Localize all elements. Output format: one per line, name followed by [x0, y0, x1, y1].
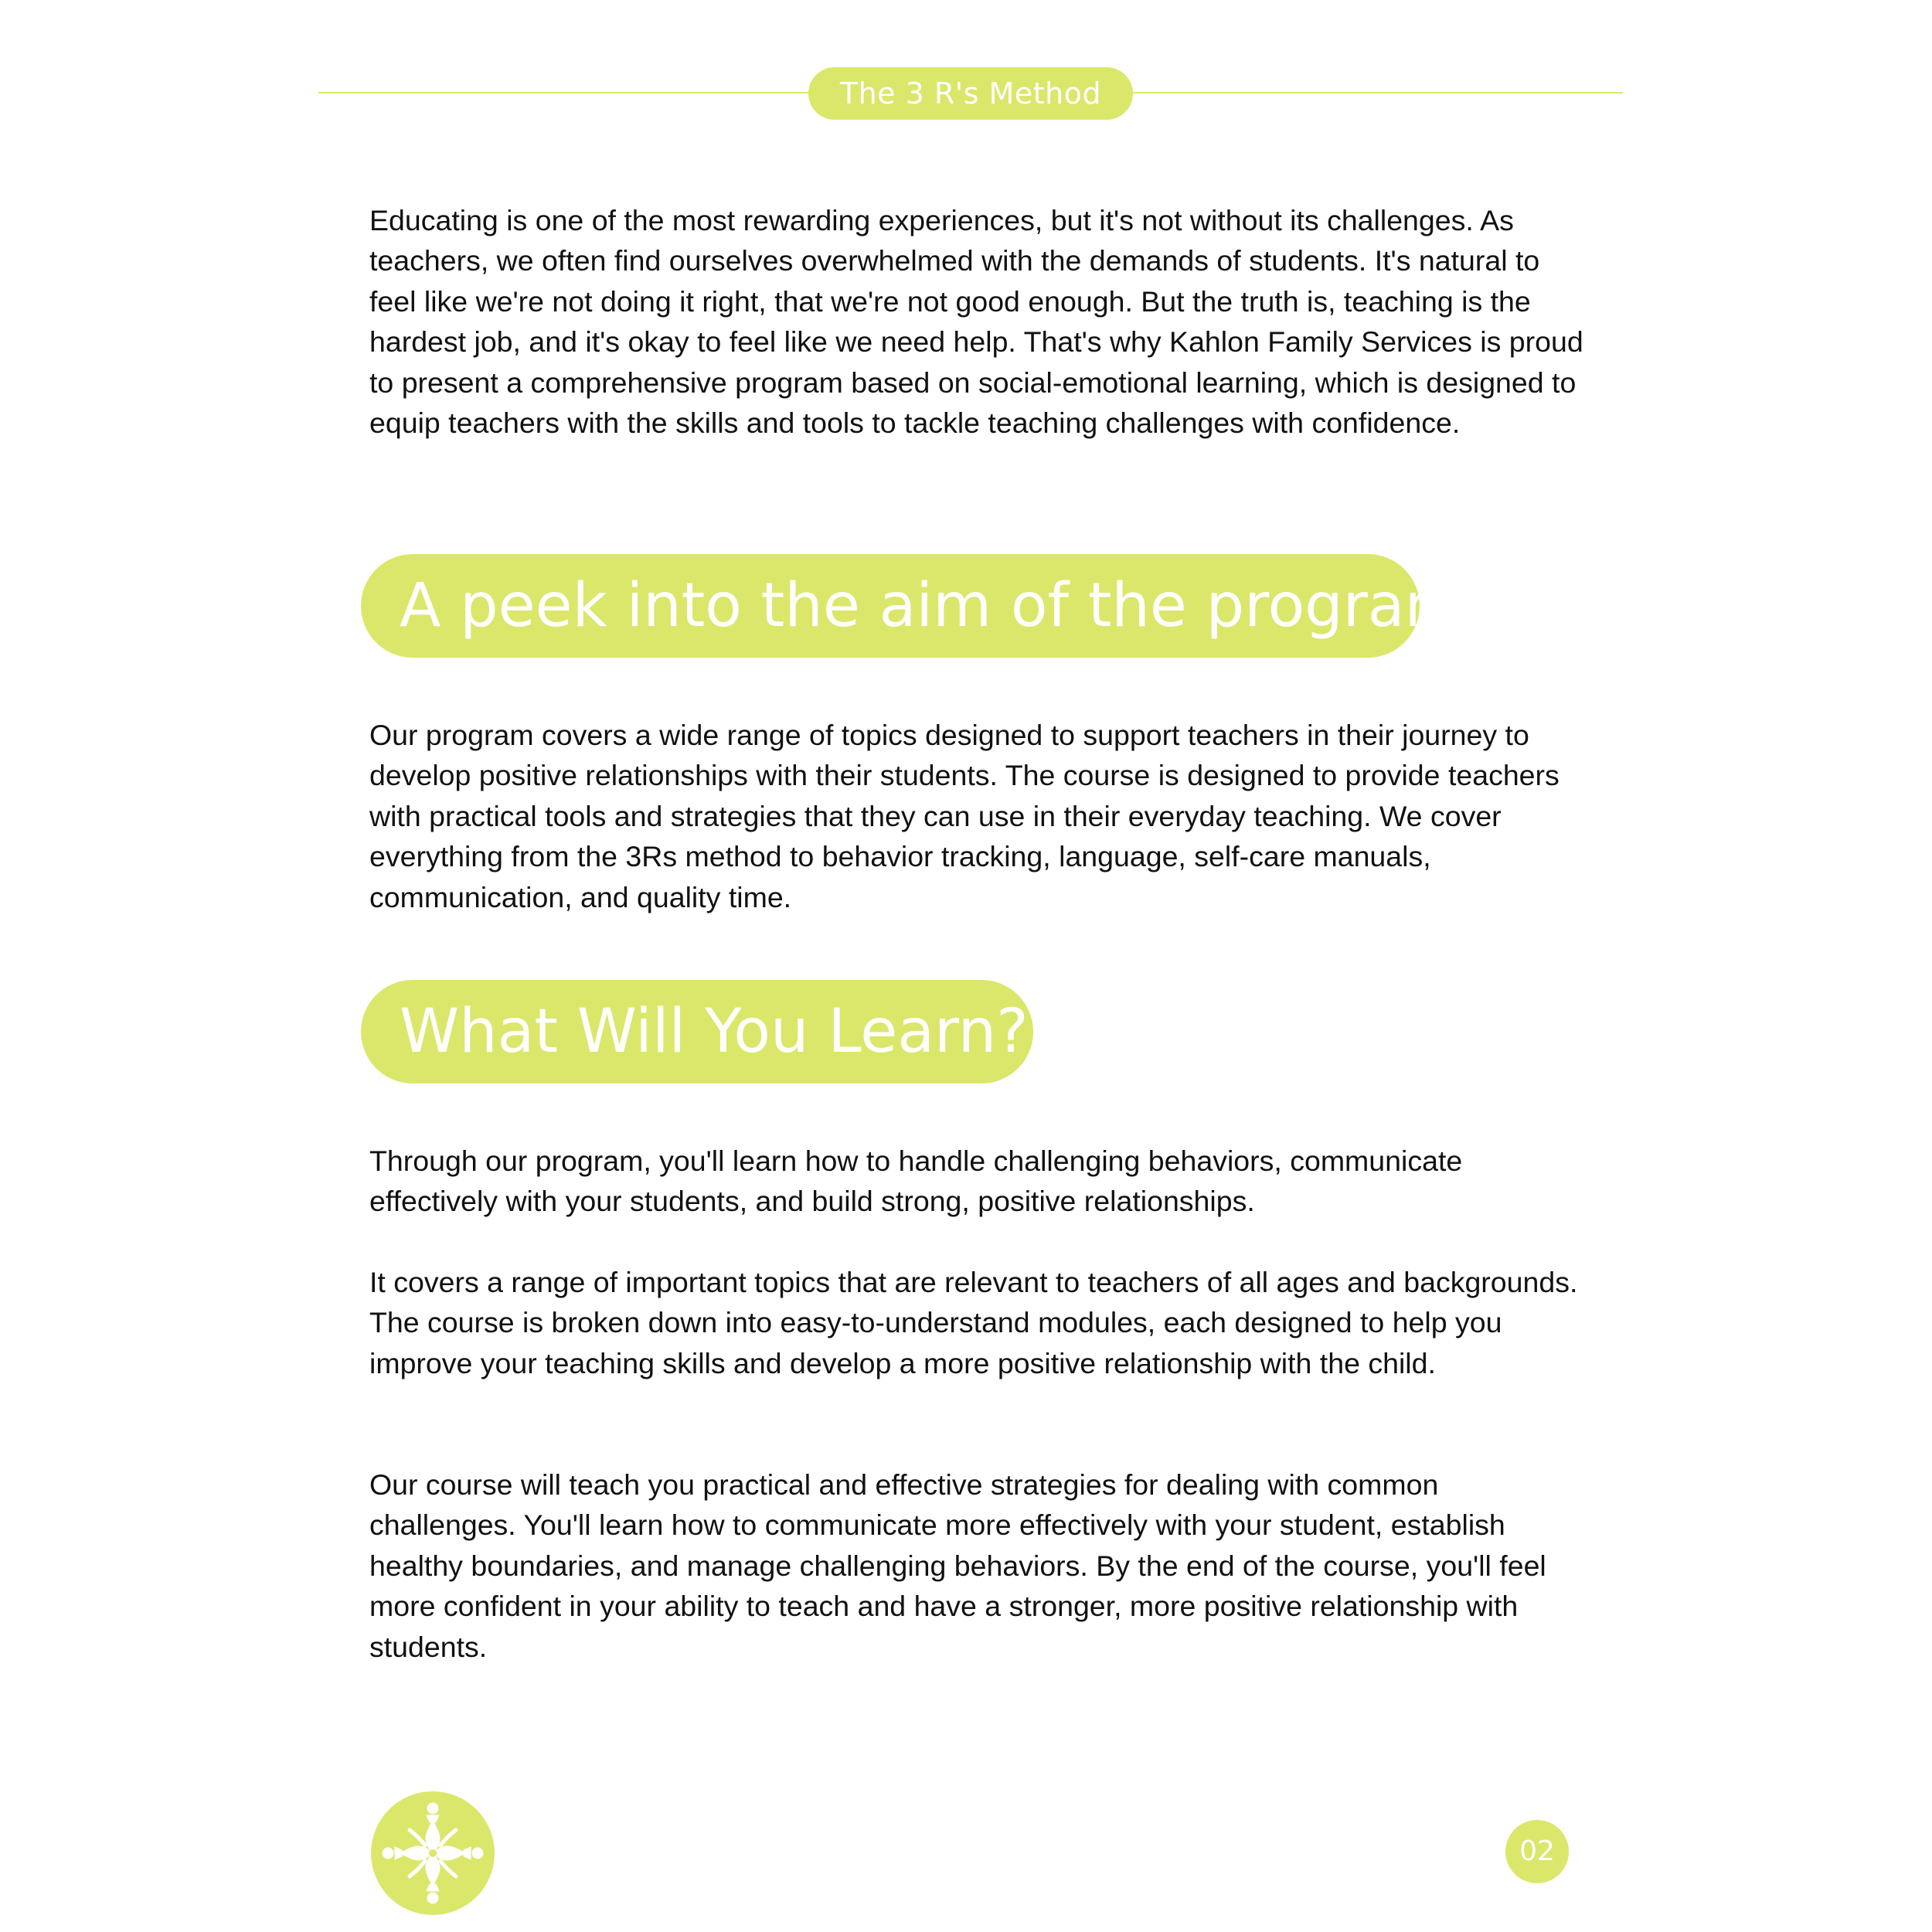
learn-heading: What Will You Learn?	[361, 980, 1033, 1083]
aim-heading: A peek into the aim of the program	[361, 554, 1420, 658]
header-rule-left	[318, 92, 813, 94]
learn-paragraph-2: It covers a range of important topics that are relevant to teachers of all ages and backgrounds. The course is broken down into easy-to-understand modules, each designed to help you improve your teaching skills and develop a more positive relationship with the child.	[369, 1266, 1578, 1379]
intro-paragraph: Educating is one of the most rewarding experiences, but it's not without its challenges. As teachers, we often find ourselves overwhelmed with the demands of students. It's natural to feel like we're not doing it right, that we're not good enough. But the truth is, teaching is the hardest job, and it's okay to feel like we need help. That's why Kahlon Family Services is proud to present a comprehensive program based on social-emotional learning, which is designed to equip teachers with the skills and tools to tackle teaching challenges with confidence.	[369, 204, 1583, 440]
learn-paragraph-1: Through our program, you'll learn how to handle challenging behaviors, communicate effectively with your students, and build strong, positive relationships.	[369, 1145, 1463, 1218]
document-title-badge: The 3 R's Method	[808, 67, 1133, 120]
family-emblem-graphic	[371, 1791, 495, 1915]
header-rule-right	[1128, 92, 1623, 94]
learn-paragraph-3: Our course will teach you practical and effective strategies for dealing with common challenges. You'll learn how to communicate more effectively with your student, establish healthy boundaries, and manage challenging behaviors. By the end of the course, you'll feel more confident in your ability to teach and have a stronger, more positive relationship with students.	[369, 1468, 1546, 1663]
page-number-badge: 02	[1505, 1820, 1569, 1883]
aim-paragraph: Our program covers a wide range of topics designed to support teachers in their journey to develop positive relationships with their students. The course is designed to provide teachers with practical tools and strategies that they can use in their everyday teaching. We cover everything from the 3Rs method to behavior tracking, language, self-care manuals, communication, and quality time.	[369, 719, 1560, 913]
family-emblem-icon	[371, 1791, 495, 1915]
